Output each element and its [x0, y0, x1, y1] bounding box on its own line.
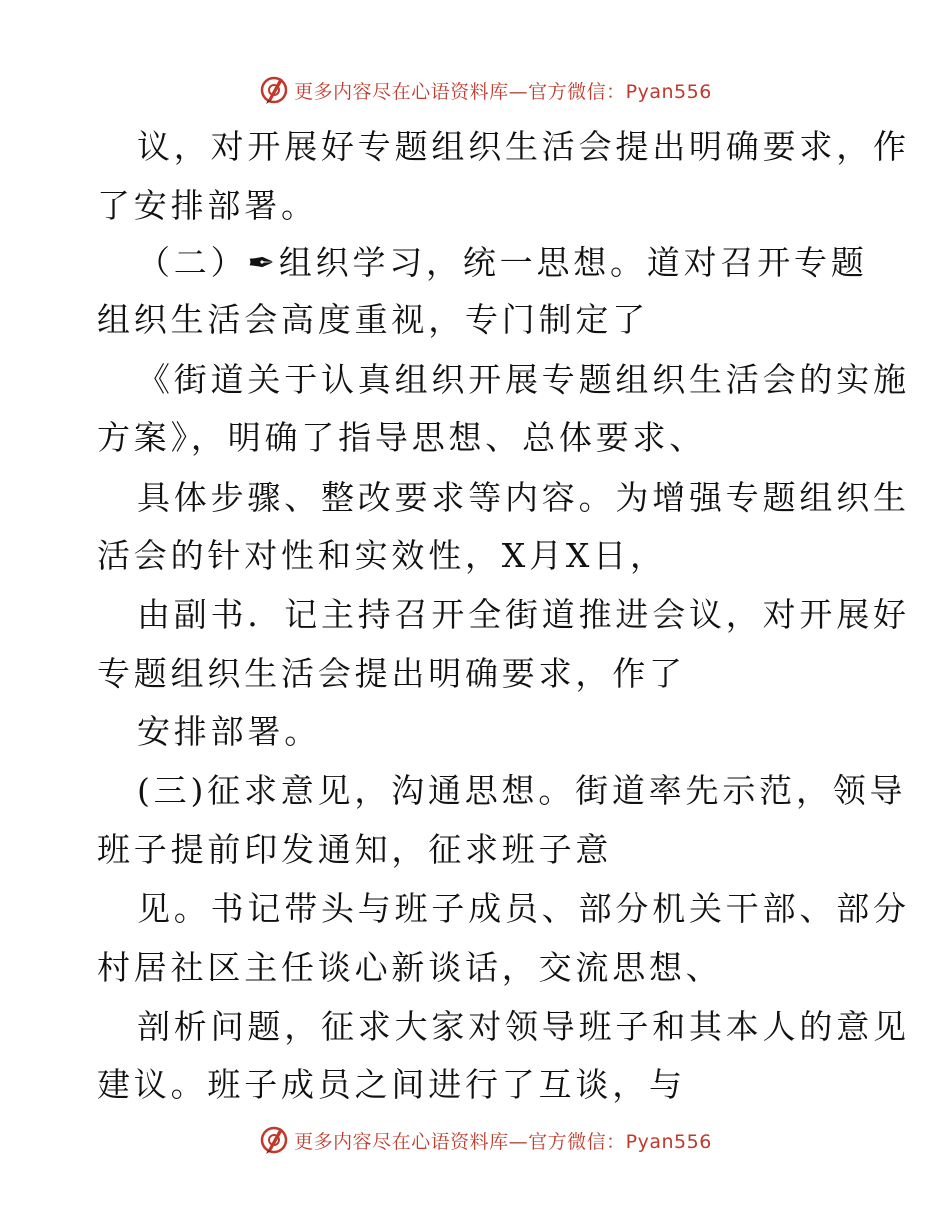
footer-banner-title: 更多内容尽在心语资料库 [294, 1130, 509, 1153]
body-line-15: 村居社区主任谈心新谈话，交流思想、 [97, 948, 723, 987]
header-banner-title: 更多内容尽在心语资料库 [294, 80, 509, 103]
body-line-16: 剖析问题，征求大家对领导班子和其本人的意见 [137, 1007, 910, 1046]
body-line-10: 专题组织生活会提出明确要求，作了 [97, 654, 686, 693]
body-line-7: 具体步骤、整改要求等内容。为增强专题组织生 [137, 478, 910, 517]
body-line-11: 安排部署。 [137, 712, 321, 751]
header-banner-inner [258, 74, 712, 106]
footer-banner-contact: 官方微信：Pyan556 [528, 1130, 712, 1153]
body-line-9: 由副书．记主持召开全街道推进会议，对开展好 [137, 595, 910, 634]
footer-banner-separator: — [508, 1130, 529, 1153]
footer-watermark-banner [0, 1120, 950, 1160]
header-banner-separator: — [508, 80, 529, 103]
body-line-1: 议，对开展好专题组织生活会提出明确要求，作 [137, 127, 910, 166]
body-line-5: 《街道关于认真组织开展专题组织生活会的实施 [137, 360, 910, 399]
body-line-17: 建议。班子成员之间进行了互谈，与 [97, 1065, 686, 1104]
header-banner-text [294, 77, 712, 104]
header-banner-contact: 官方微信：Pyan556 [528, 80, 712, 103]
footer-banner-inner [258, 1124, 712, 1156]
body-line-13: 班子提前印发通知，征求班子意 [97, 830, 613, 869]
body-line-14: 见。书记带头与班子成员、部分机关干部、部分 [137, 889, 910, 928]
body-line-3: （二）✒组织学习，统一思想。道对召开专题 [137, 243, 868, 282]
body-line-6: 方案》，明确了指导思想、总体要求、 [97, 418, 707, 457]
header-watermark-banner [0, 70, 950, 110]
body-line-8: 活会的针对性和实效性，X月X日， [97, 536, 667, 575]
body-line-12: (三)征求意见，沟通思想。街道率先示范，领导 [137, 771, 907, 810]
footer-banner-text [294, 1127, 712, 1154]
brand-logo-icon [258, 1124, 290, 1156]
body-line-4: 组织生活会高度重视，专门制定了 [97, 300, 649, 339]
body-line-2: 了安排部署。 [97, 186, 318, 225]
brand-logo-icon [258, 74, 290, 106]
